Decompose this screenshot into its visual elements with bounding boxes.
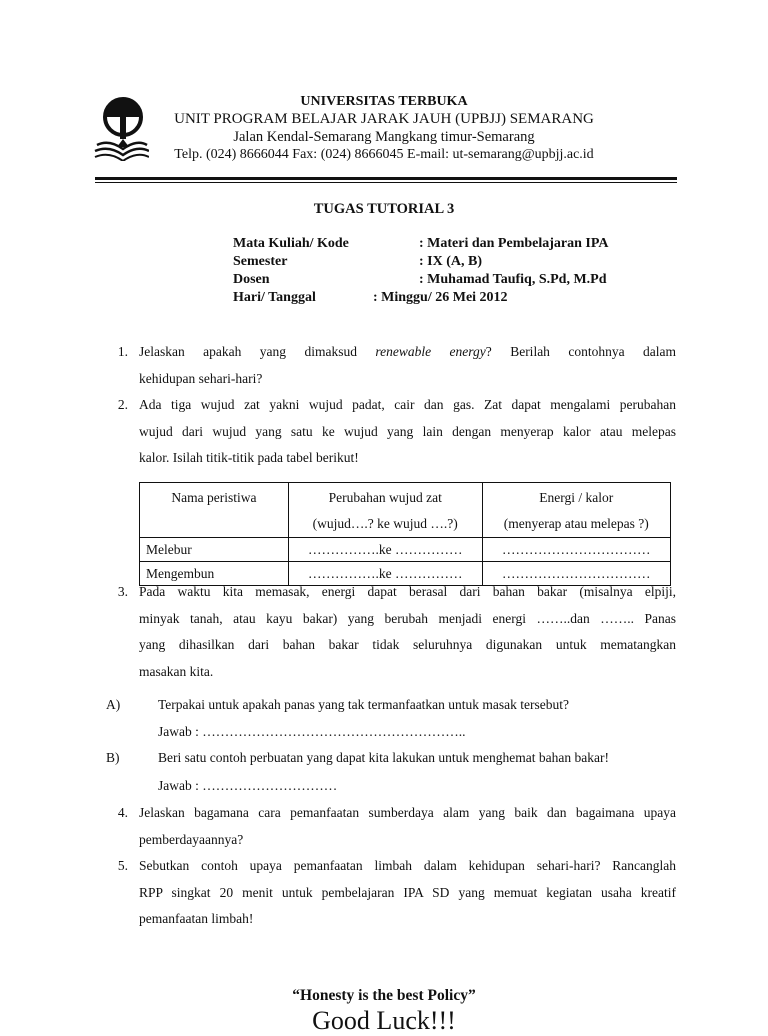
question-text: pemberdayaannya? [139, 831, 244, 847]
question-text: Jelaskan apakah yang dimaksud [139, 344, 376, 359]
university-name: UNIVERSITAS TERBUKA [300, 94, 468, 109]
document-title: TUGAS TUTORIAL 3 [313, 201, 455, 217]
table-header-text: Perubahan wujud zat [328, 490, 442, 505]
university-logo-icon [93, 95, 149, 161]
table-row [140, 538, 671, 562]
question-text: pemanfaatan limbah! [139, 911, 254, 926]
table-header-subtext: (wujud….? ke wujud ….?) [312, 516, 458, 531]
meta-label: Dosen [233, 272, 270, 287]
question-text: Ada tiga wujud zat yakni wujud padat, cair dan gas. Zat dapat mengalami perubahan [139, 397, 676, 412]
header-divider-thin [95, 182, 677, 183]
meta-value: : Muhamad Taufiq, S.Pd, M.Pd [419, 272, 607, 287]
meta-value: : IX (A, B) [419, 254, 482, 269]
question-text: Jelaskan bagamana cara pemanfaatan sumberdaya alam yang baik dan bagaimana upaya [139, 805, 676, 820]
table-cell-blank[interactable]: …………….ke …………… [288, 538, 482, 562]
table-cell-blank[interactable]: …………………………… [482, 538, 671, 562]
meta-value: : Minggu/ 26 Mei 2012 [373, 290, 508, 305]
question-text: Sebutkan contoh upaya pemanfaatan limbah dalam kehidupan sehari-hari? Rancanglah [139, 858, 676, 873]
question-text: yang dihasilkan dari bahan bakar tidak seluruhnya digunakan untuk mematangkan [139, 637, 676, 652]
subquestion-text: Terpakai untuk apakah panas yang tak termanfaatkan untuk masak tersebut? [158, 697, 570, 712]
question-italic-term: renewable energy [375, 344, 486, 359]
table-header-text: Energi / kalor [539, 490, 614, 505]
question-text: kalor. Isilah titik-titik pada tabel berikut! [139, 450, 359, 465]
meta-label: Hari/ Tanggal [233, 290, 316, 305]
meta-label: Semester [233, 254, 288, 269]
question-number: 1. [117, 344, 128, 359]
subquestion-text: Beri satu contoh perbuatan yang dapat kita lakukan untuk menghemat bahan bakar! [158, 750, 609, 765]
table-header-cell [482, 483, 671, 538]
question-text: wujud dari wujud yang satu ke wujud yang lain dengan menyerap kalor atau melepas [139, 423, 676, 439]
table-header-text: Nama peristiwa [171, 490, 257, 505]
contact-info: Telp. (024) 8666044 Fax: (024) 8666045 E-mail: ut-semarang@upbjj.ac.id [174, 147, 594, 162]
question-number: 3. [117, 584, 128, 599]
question-text: ? Berilah contohnya dalam [485, 344, 676, 359]
question-3 [139, 579, 676, 685]
question-4 [139, 800, 676, 853]
table-cell-event: Mengembun [140, 562, 289, 586]
table-cell-blank[interactable]: …………….ke …………… [288, 562, 482, 586]
question-text: minyak tanah, atau kayu bakar) yang berubah menjadi energi ……..dan …….. Panas [139, 610, 676, 626]
phase-change-table [139, 482, 671, 586]
question-text: kehidupan sehari-hari? [139, 370, 263, 386]
footer-quote: “Honesty is the best Policy” [292, 987, 476, 1004]
unit-name: UNIT PROGRAM BELAJAR JARAK JAUH (UPBJJ) SEMARANG [174, 111, 594, 127]
table-header-cell [140, 483, 289, 538]
table-header-subtext: (menyerap atau melepas ?) [503, 516, 649, 531]
question-1 [139, 339, 676, 392]
answer-blank[interactable]: Jawab : ………………………………………………….. [158, 724, 466, 739]
question-number: 4. [117, 805, 128, 820]
table-cell-blank[interactable]: …………………………… [482, 562, 671, 586]
meta-label: Mata Kuliah/ Kode [233, 236, 349, 251]
question-text: Pada waktu kita memasak, energi dapat berasal dari bahan bakar (misalnya elpiji, [139, 584, 676, 599]
address: Jalan Kendal-Semarang Mangkang timur-Semarang [233, 129, 535, 145]
header-divider-thick [95, 177, 677, 180]
subquestion-label: A) [106, 697, 121, 712]
question-number: 5. [117, 858, 128, 873]
question-text: RPP singkat 20 menit untuk pembelajaran IPA SD yang memuat kegiatan usaha kreatif [139, 884, 676, 900]
table-header-row [140, 483, 671, 538]
table-cell-event: Melebur [140, 538, 289, 562]
question-number: 2. [117, 397, 128, 412]
question-text: masakan kita. [139, 663, 214, 679]
question-5 [139, 853, 676, 933]
subquestion-label: B) [106, 750, 120, 765]
answer-blank[interactable]: Jawab : ………………………… [158, 778, 338, 793]
meta-value: : Materi dan Pembelajaran IPA [419, 236, 609, 251]
good-luck-text: Good Luck!!! [312, 1006, 456, 1035]
question-2 [139, 392, 676, 472]
table-header-cell [288, 483, 482, 538]
